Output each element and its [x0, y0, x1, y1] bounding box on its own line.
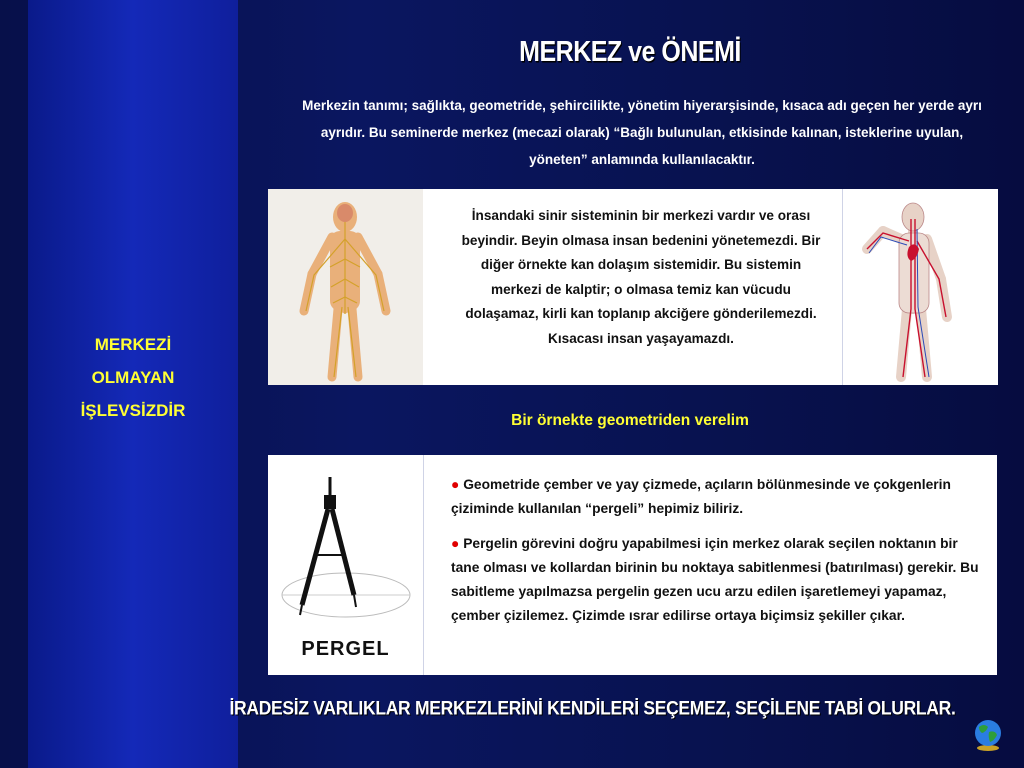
left-caption-line-1: MERKEZİ — [94, 335, 172, 354]
bullet-text-1: Geometride çember ve yay çizmede, açıların bölünmesinde ve çokgenlerin çiziminde kullanılan “pergeli” hepimiz biliriz. — [451, 477, 951, 516]
slide-title: MERKEZ ve ÖNEMİ — [519, 35, 741, 69]
bottom-statement: İRADESİZ VARLIKLAR MERKEZLERİNİ KENDİLERİ SEÇEMEZ, SEÇİLENE TABİ OLURLAR. — [229, 696, 956, 719]
bullet-icon: ● — [451, 477, 460, 492]
list-item — [451, 473, 986, 521]
compass-box — [268, 455, 997, 675]
nervous-circulatory-text: İnsandaki sinir sisteminin bir merkezi vardır ve orası beyindir. Beyin olmasa insan bedenini yönetemezdi. Bir diğer örnekte kan dolaşım sistemidir. Bu sistemin merkezi de kalptir; o olmasa temiz kan vücudu dolaşamaz, kirli kan toplanıp akciğere gönderilemezdi. Kısacası insan yaşayamazdı. — [461, 208, 821, 346]
compass-text — [451, 473, 986, 639]
left-caption — [28, 328, 238, 427]
bullet-icon: ● — [451, 536, 460, 551]
bullet-text-2: Pergelin görevini doğru yapabilmesi için merkez olarak seçilen noktanın bir tane olması ve kollardan birinin bu noktaya sabitlenmesi (batırılması) gerekir. Bu sabitleme yapılmazsa pergelin gezen ucu arzu edilen işaretlemeyi yapamaz, çember çizilemez. Çizimde ısrar edilirse ortaya biçimsiz şekiller çıkar. — [451, 536, 979, 623]
intro-paragraph: Merkezin tanımı; sağlıkta, geometride, şehircilikte, yönetim hiyerarşisinde, kısaca adı geçen her yerde ayrı ayrıdır. Bu seminerde merkez (mecazi olarak) “Bağlı bulunulan, etkisinde kalınan, isteklerine uyulan, yöneten” anlamında kullanılacaktır. — [302, 98, 982, 167]
human-systems-box — [268, 189, 997, 385]
circulatory-system-figure — [842, 189, 998, 385]
left-caption-line-2: OLMAYAN — [91, 368, 175, 387]
pergel-label: PERGEL — [301, 638, 390, 660]
geometry-subheading: Bir örnekte geometriden verelim — [511, 412, 749, 429]
left-caption-line-3: İŞLEVSİZDİR — [80, 401, 186, 420]
compass-drawing — [268, 455, 424, 675]
globe-icon — [973, 718, 1003, 752]
nervous-system-figure — [268, 189, 423, 385]
list-item — [451, 532, 986, 628]
